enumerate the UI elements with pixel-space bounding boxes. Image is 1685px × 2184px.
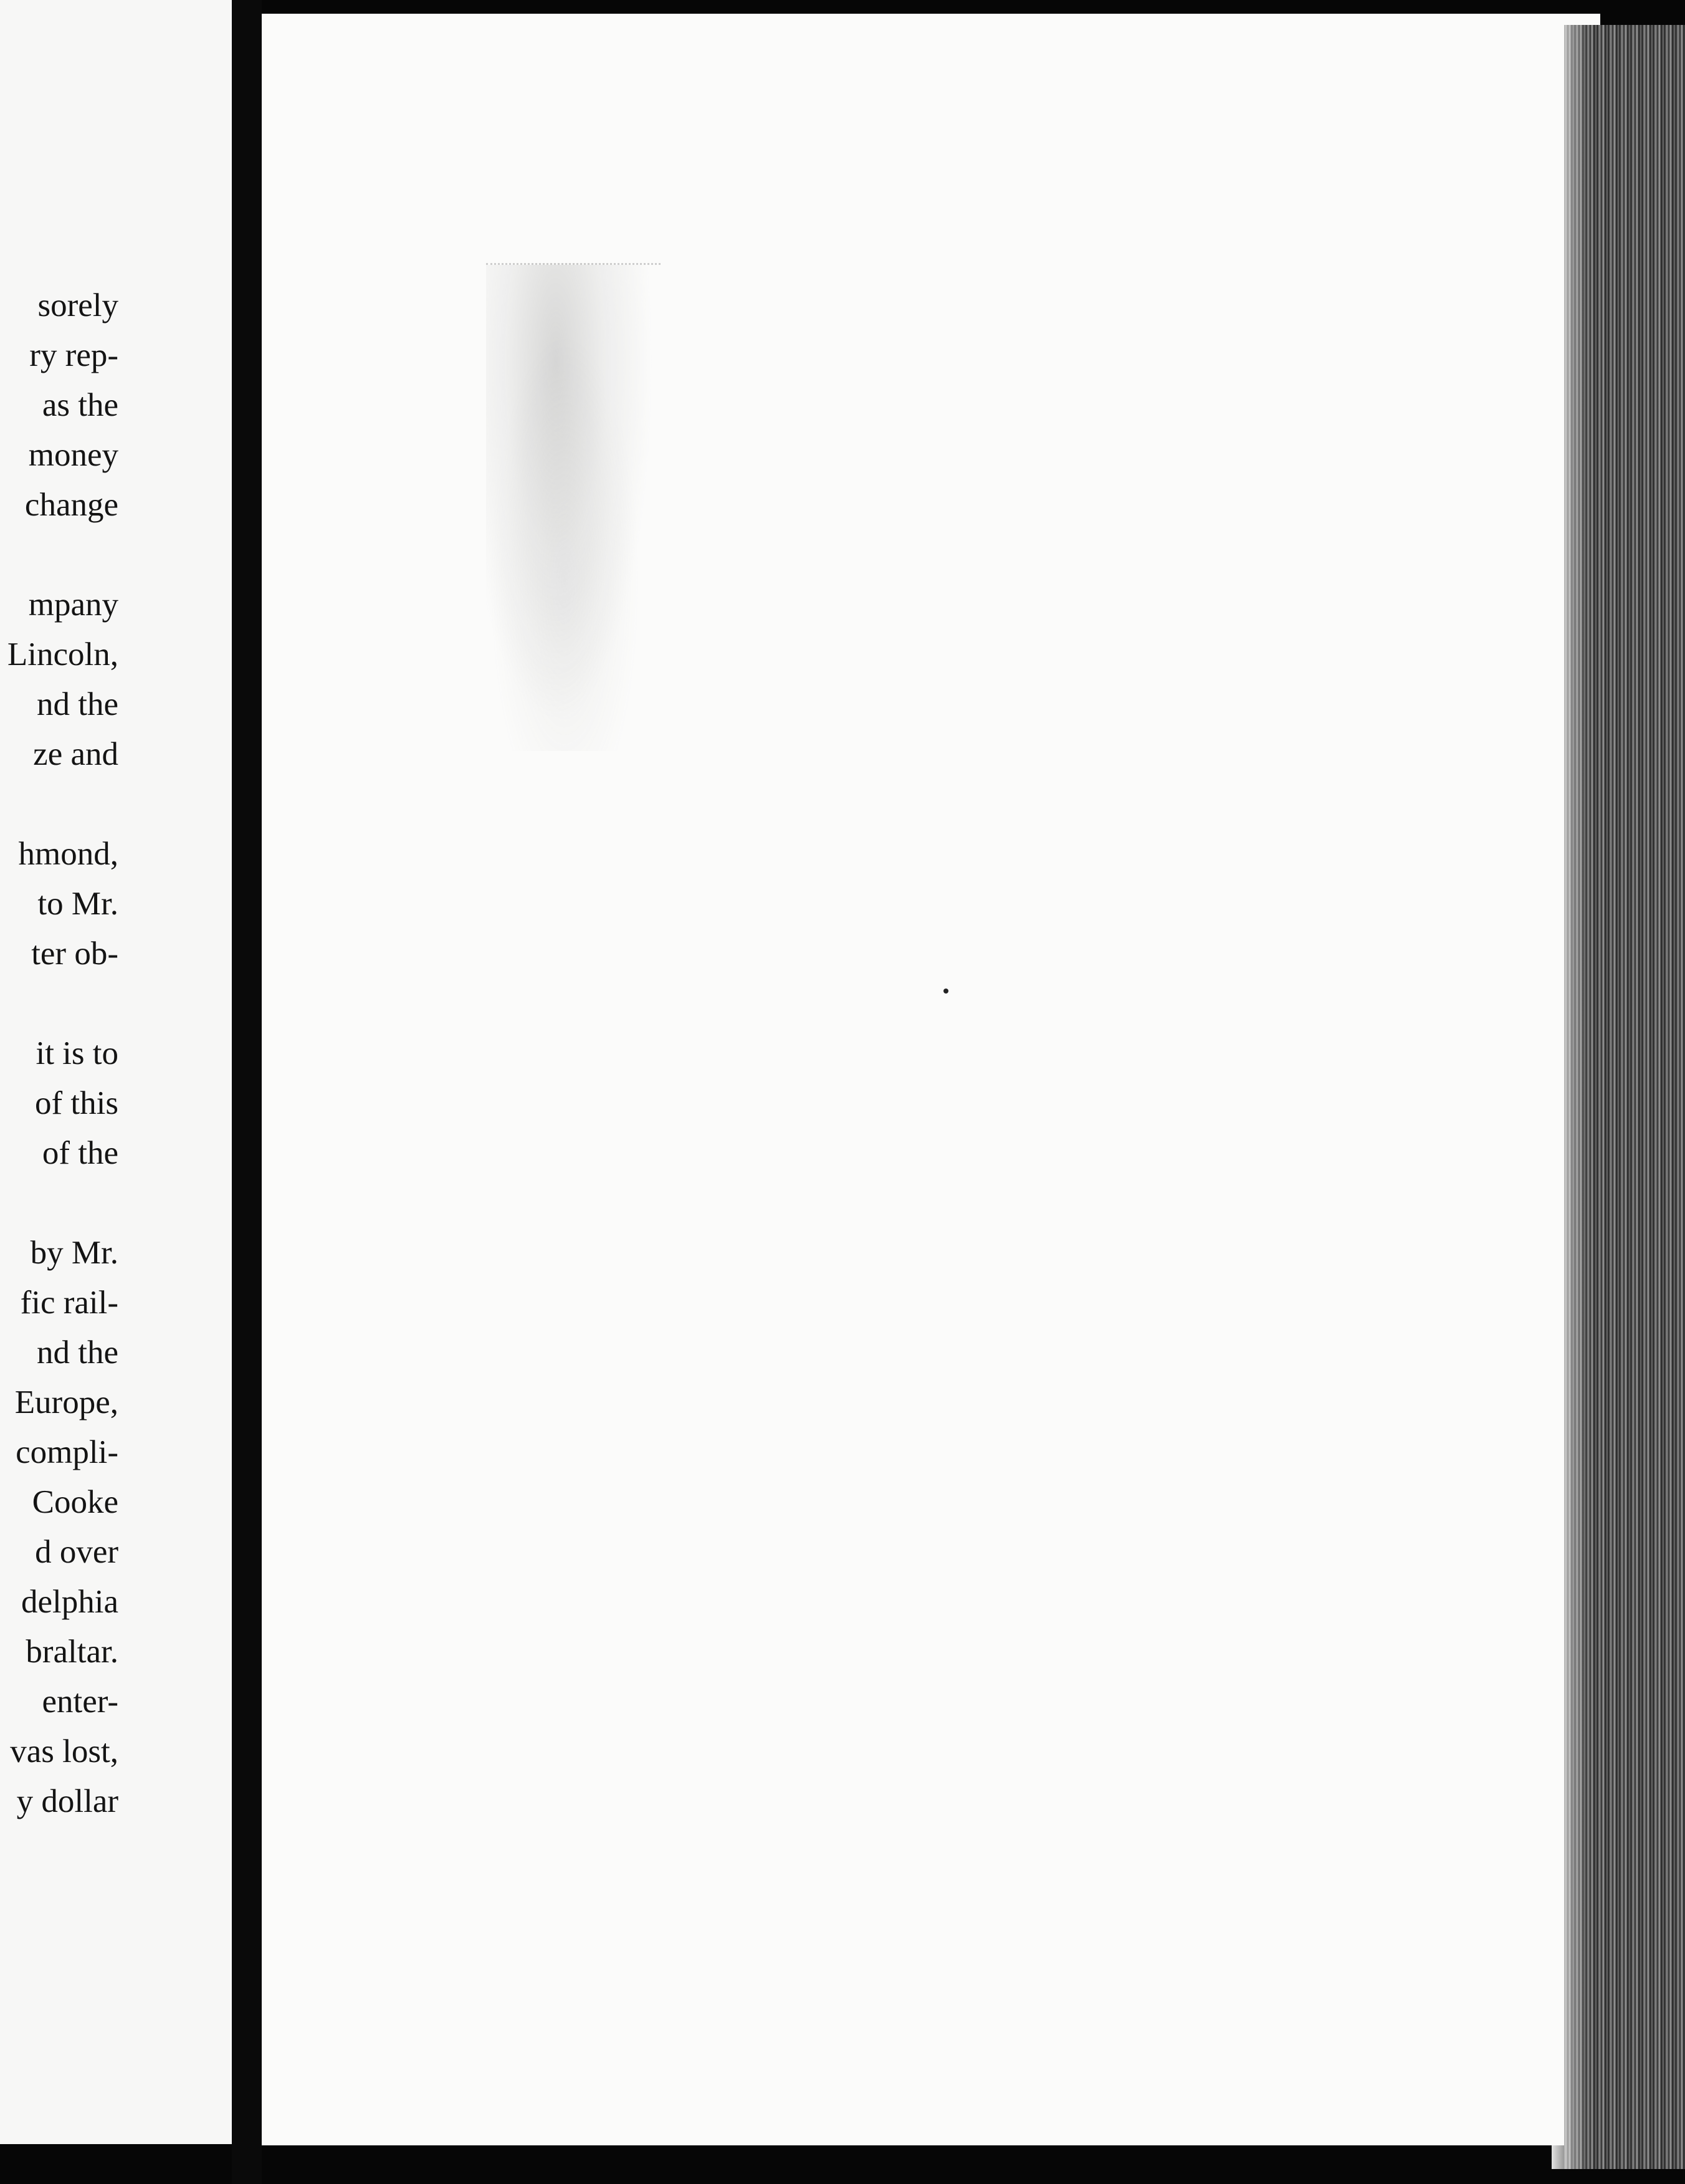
paragraph-gap (0, 779, 118, 829)
text-line: change (24, 487, 118, 523)
text-line: mpany (28, 587, 118, 623)
text-line: nd the (37, 686, 118, 722)
text-line: d over (35, 1534, 118, 1570)
text-line: by Mr. (30, 1235, 118, 1271)
text-line: Europe, (14, 1384, 118, 1420)
right-page-blank (262, 14, 1600, 2145)
text-line: of the (42, 1135, 118, 1171)
text-line: enter- (42, 1684, 118, 1720)
text-line: it is to (36, 1035, 118, 1071)
text-line: ter ob- (31, 936, 118, 972)
text-line: ze and (33, 736, 118, 772)
text-line: ry rep- (29, 337, 118, 373)
text-line: hmond, (18, 836, 118, 872)
text-line: to Mr. (37, 886, 118, 922)
text-line: compli- (16, 1434, 118, 1470)
text-line: vas lost, (10, 1733, 118, 1770)
text-line: sorely (37, 287, 118, 323)
text-line: y dollar (16, 1783, 118, 1819)
text-line: Lincoln, (7, 636, 118, 673)
paragraph-gap (0, 979, 118, 1028)
text-line: delphia (21, 1584, 118, 1620)
text-line: fic rail- (20, 1285, 118, 1321)
left-page (0, 0, 232, 2144)
paragraph-gap (0, 1178, 118, 1228)
text-line: braltar. (26, 1634, 118, 1670)
text-line: nd the (37, 1334, 118, 1371)
left-page-text (0, 280, 118, 1826)
paragraph-gap (0, 530, 118, 580)
text-line: money (28, 437, 118, 473)
text-line: Cooke (32, 1484, 118, 1520)
binding-gutter (232, 0, 262, 2184)
text-line: of this (35, 1085, 118, 1121)
text-line: as the (42, 387, 118, 423)
page-edge-fade (1552, 25, 1589, 2169)
